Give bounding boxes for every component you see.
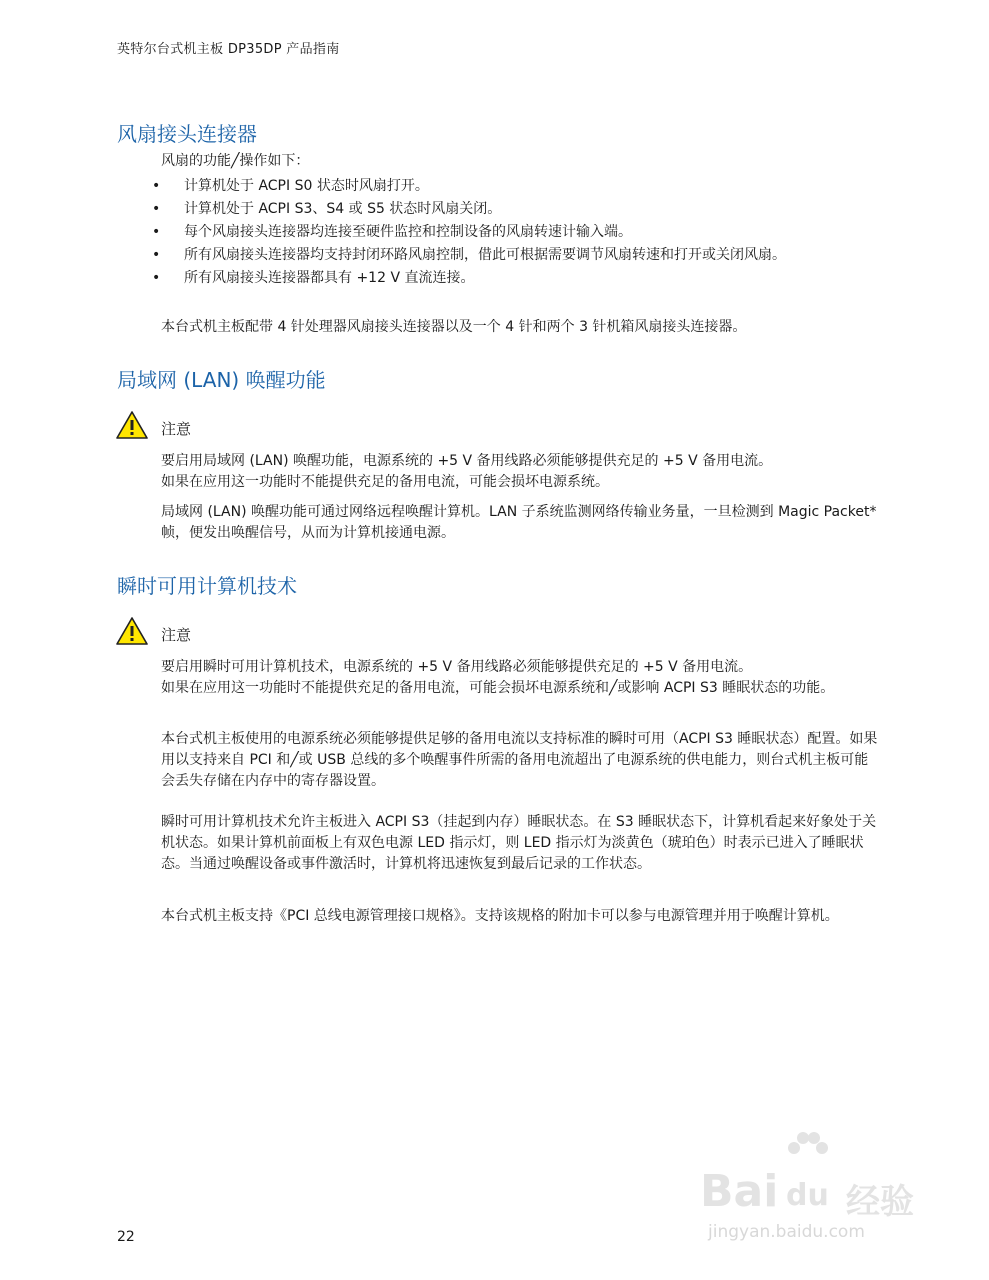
note-label: 注意 bbox=[161, 420, 192, 438]
lan-note-line2: 如果在应用这一功能时不能提供充足的备用电流，可能会损坏电源系统。 bbox=[161, 474, 609, 490]
list-item: • 所有风扇接头连接器都具有 +12 V 直流连接。 bbox=[152, 268, 872, 289]
watermark-url: jingyan.baidu.com bbox=[708, 1222, 865, 1242]
list-item: • 所有风扇接头连接器均支持封闭环路风扇控制，借此可根据需要调节风扇转速和打开或关闭风扇。 bbox=[152, 245, 824, 266]
list-item: • 计算机处于 ACPI S3、S4 或 S5 状态时风扇关闭。 bbox=[152, 199, 872, 220]
instant-note-body: 本台式机主板使用的电源系统必须能够提供足够的备用电流以支持标准的瞬时可用（ACPI S3 睡眠状态）配置。如果用以支持来自 PCI 和╱或 USB 总线的多个唤醒事件所需的备用电流超出了电源系统的供电能力，则台式机主板可能会丢失存储在内存中的寄存器设置。 bbox=[161, 731, 878, 789]
bullet-icon: • bbox=[152, 201, 161, 217]
page-number: 22 bbox=[117, 1229, 135, 1245]
list-item: • 每个风扇接头连接器均连接至硬件监控和控制设备的风扇转速计输入端。 bbox=[152, 222, 872, 243]
instant-body1: 瞬时可用计算机技术允许主板进入 ACPI S3（挂起到内存）睡眠状态。在 S3 睡眠状态下，计算机看起来好象处于关机状态。如果计算机前面板上有双色电源 LED 指示灯，则 LED 指示灯为淡黄色（琥珀色）时表示已进入了睡眠状态。当通过唤醒设备或事件激活时，计算机将迅速恢复到最后记录的工作状态。 bbox=[161, 814, 877, 872]
section-heading-fan: 风扇接头连接器 bbox=[117, 122, 257, 146]
instant-note-line2: 如果在应用这一功能时不能提供充足的备用电流，可能会损坏电源系统和╱或影响 ACPI S3 睡眠状态的功能。 bbox=[161, 680, 835, 696]
baidu-watermark bbox=[700, 1130, 940, 1240]
section-heading-lan: 局域网 (LAN) 唤醒功能 bbox=[117, 368, 326, 392]
section-heading-instant: 瞬时可用计算机技术 bbox=[117, 574, 297, 598]
page-header: 英特尔台式机主板 DP35DP 产品指南 bbox=[117, 42, 340, 57]
bullet-icon: • bbox=[152, 224, 161, 240]
list-item: • 计算机处于 ACPI S0 状态时风扇打开。 bbox=[152, 176, 872, 197]
warning-triangle-icon bbox=[115, 410, 149, 440]
fan-intro: 风扇的功能╱操作如下： bbox=[161, 153, 310, 169]
paw-icon bbox=[784, 1130, 830, 1176]
note-label: 注意 bbox=[161, 626, 192, 644]
note-lan bbox=[115, 410, 315, 442]
lan-note-line1: 要启用局域网 (LAN) 唤醒功能，电源系统的 +5 V 备用线路必须能够提供充足的 +5 V 备用电流。 bbox=[161, 453, 773, 469]
watermark-cn: 经验 bbox=[846, 1182, 914, 1222]
lan-body: 局域网 (LAN) 唤醒功能可通过网络远程唤醒计算机。LAN 子系统监测网络传输业务量，一旦检测到 Magic Packet* 帧，便发出唤醒信号，从而为计算机接通电源。 bbox=[161, 504, 877, 541]
watermark-brand: Bai bbox=[700, 1166, 779, 1217]
bullet-icon: • bbox=[152, 247, 161, 263]
bullet-icon: • bbox=[152, 270, 161, 286]
watermark-brand2: du bbox=[786, 1178, 829, 1213]
instant-note-line1: 要启用瞬时可用计算机技术，电源系统的 +5 V 备用线路必须能够提供充足的 +5 V 备用电流。 bbox=[161, 659, 753, 675]
instant-body2: 本台式机主板支持《PCI 总线电源管理接口规格》。支持该规格的附加卡可以参与电源管理并用于唤醒计算机。 bbox=[161, 908, 839, 924]
bullet-icon: • bbox=[152, 178, 161, 194]
fan-summary: 本台式机主板配带 4 针处理器风扇接头连接器以及一个 4 针和两个 3 针机箱风扇接头连接器。 bbox=[161, 319, 747, 335]
note-instant bbox=[115, 616, 315, 648]
warning-triangle-icon bbox=[115, 616, 149, 646]
fan-bullet-list bbox=[152, 176, 872, 291]
